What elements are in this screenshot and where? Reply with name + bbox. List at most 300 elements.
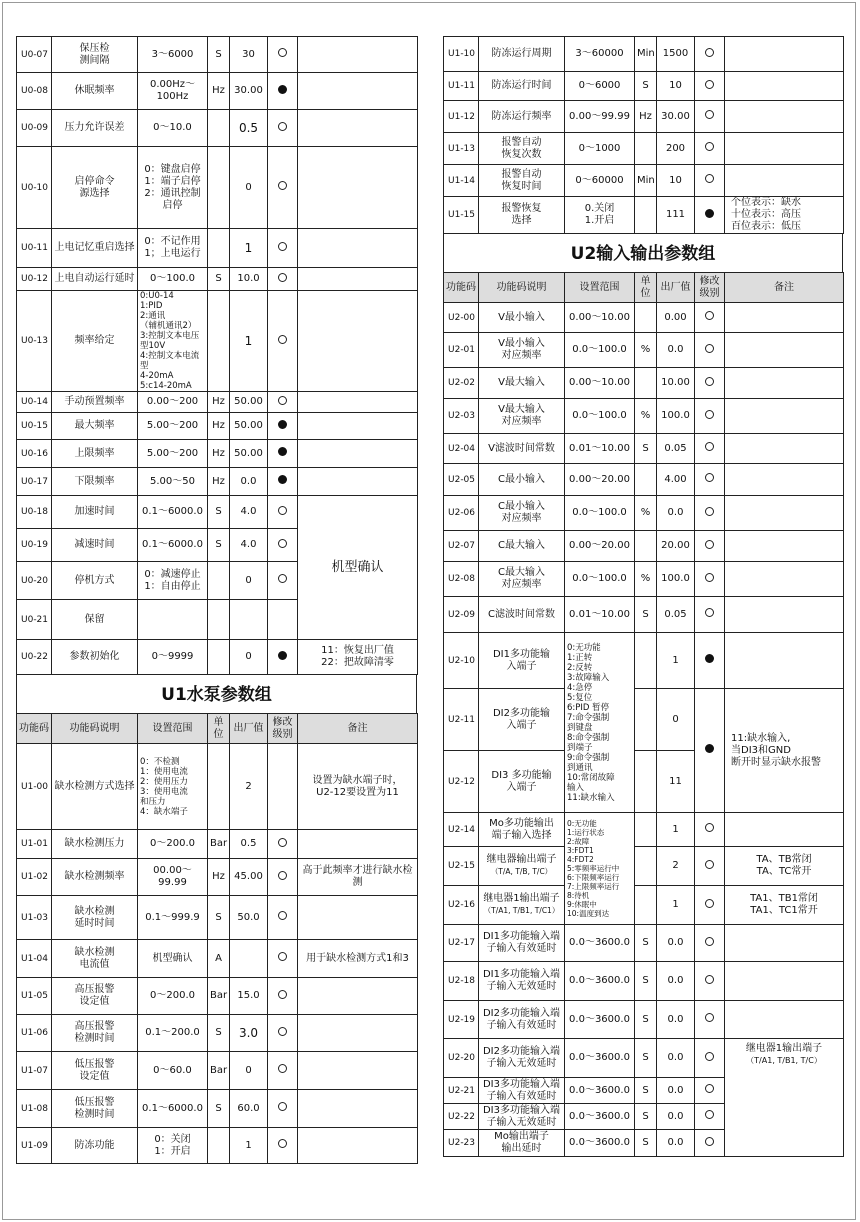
- cell: 0.05: [657, 434, 695, 464]
- filled-dot-icon: [705, 209, 714, 218]
- cell: 0.00: [657, 303, 695, 333]
- header-range: 设置范围: [138, 714, 208, 744]
- cell: DI3多功能输入端 子输入无效延时: [479, 1104, 565, 1130]
- cell: 1: [657, 633, 695, 689]
- cell: 50.00: [230, 392, 268, 413]
- cell: U2-22: [444, 1104, 479, 1130]
- circle-icon: [705, 344, 714, 353]
- cell: 设置为缺水端子时， U2-12要设置为11: [298, 744, 418, 830]
- header-lvl: 修改 级别: [695, 273, 725, 303]
- cell: 0.0: [230, 468, 268, 496]
- cell: Hz: [208, 859, 230, 896]
- note-cell: [725, 962, 844, 1001]
- circle-icon: [278, 574, 287, 583]
- circle-icon: [278, 506, 287, 515]
- cell: [635, 464, 657, 496]
- level-cell: [268, 744, 298, 830]
- note-cell: [725, 597, 844, 633]
- cell: 0～60000: [565, 165, 635, 197]
- cell: U1-10: [444, 37, 479, 72]
- circle-icon: [705, 1013, 714, 1022]
- filled-dot-icon: [705, 744, 714, 753]
- cell: [635, 751, 657, 813]
- cell: 0.00～200: [138, 392, 208, 413]
- u1b-table: [443, 36, 844, 234]
- cell: U0-12: [17, 268, 52, 291]
- table-row: [444, 101, 844, 133]
- cell: U2-15: [444, 847, 479, 886]
- table-row: [17, 978, 418, 1015]
- cell: 0.1～6000.0: [138, 529, 208, 562]
- cell: 50.00: [230, 440, 268, 468]
- cell: 0.0～3600.0: [565, 962, 635, 1001]
- table-row: [17, 744, 418, 830]
- cell: 0～9999: [138, 640, 208, 675]
- cell: 0.0: [657, 1130, 695, 1157]
- cell: [230, 940, 268, 978]
- cell: U1-05: [17, 978, 52, 1015]
- cell: U0-10: [17, 147, 52, 229]
- cell: 111: [657, 197, 695, 234]
- circle-icon: [705, 311, 714, 320]
- cell: [725, 101, 844, 133]
- cell: [725, 133, 844, 165]
- cell: 报警自动 恢复次数: [479, 133, 565, 165]
- cell: 高压报警 检测时间: [52, 1015, 138, 1052]
- cell: 停机方式: [52, 562, 138, 600]
- cell: 0.0～100.0: [565, 399, 635, 434]
- level-cell: [695, 962, 725, 1001]
- cell: U0-11: [17, 229, 52, 268]
- level-cell: [268, 110, 298, 147]
- cell: %: [635, 399, 657, 434]
- cell: U0-21: [17, 600, 52, 640]
- level-cell: [695, 368, 725, 399]
- cell: S: [635, 1130, 657, 1157]
- circle-icon: [278, 273, 287, 282]
- note-cell: [725, 333, 844, 368]
- cell: S: [208, 1015, 230, 1052]
- cell: U2-20: [444, 1039, 479, 1078]
- cell: U0-18: [17, 496, 52, 529]
- level-cell: [268, 1052, 298, 1090]
- table-row: [444, 689, 844, 751]
- table-row: [444, 531, 844, 562]
- cell: S: [208, 529, 230, 562]
- note-cell: [725, 1001, 844, 1039]
- cell: 0.0: [657, 1104, 695, 1130]
- cell: 3～6000: [138, 37, 208, 73]
- level-cell: [268, 562, 298, 600]
- cell: Hz: [208, 73, 230, 110]
- table-row: [17, 1052, 418, 1090]
- cell: 50.00: [230, 413, 268, 440]
- di-note: 11:缺水输入, 当DI3和GND 断开时显示缺水报警: [725, 689, 844, 813]
- cell: U2-11: [444, 689, 479, 751]
- cell: U0-08: [17, 73, 52, 110]
- tail-note-sub: （T/A1, T/B1, T/C）: [746, 1056, 822, 1065]
- note-cell: [298, 110, 418, 147]
- cell: V最大输入: [479, 368, 565, 399]
- cell: [298, 1090, 418, 1128]
- level-cell: [268, 859, 298, 896]
- cell: 防冻运行频率: [479, 101, 565, 133]
- cell: U1-13: [444, 133, 479, 165]
- cell: [725, 37, 844, 72]
- level-cell: [695, 1078, 725, 1104]
- cell: 启停命令 源选择: [52, 147, 138, 229]
- cell: 休眠频率: [52, 73, 138, 110]
- cell: Mo多功能输出 端子输入选择: [479, 813, 565, 847]
- header-def: 出厂值: [230, 714, 268, 744]
- cell: U1-14: [444, 165, 479, 197]
- cell: 0.关闭 1.开启: [565, 197, 635, 234]
- cell: 0.0～100.0: [565, 496, 635, 531]
- cell: 0.01～10.00: [565, 434, 635, 464]
- level-cell: [268, 1015, 298, 1052]
- header-desc: 功能码说明: [479, 273, 565, 303]
- circle-icon: [705, 48, 714, 57]
- cell: 0.00～20.00: [565, 531, 635, 562]
- note-cell: [298, 468, 418, 496]
- cell: DI3 多功能输 入端子: [479, 751, 565, 813]
- circle-icon: [705, 975, 714, 984]
- cell: 0：键盘启停 1：端子启停 2：通讯控制 启停: [138, 147, 208, 229]
- cell: 用于缺水检测方式1和3: [298, 940, 418, 978]
- circle-icon: [278, 1064, 287, 1073]
- cell: 200: [657, 133, 695, 165]
- cell: U1-06: [17, 1015, 52, 1052]
- note-cell: [725, 464, 844, 496]
- cell: 高压报警 设定值: [52, 978, 138, 1015]
- level-cell: [695, 37, 725, 72]
- table-row: [444, 197, 844, 234]
- cell: 0～10.0: [138, 110, 208, 147]
- table-row: [17, 229, 418, 268]
- tail-note-label: 继电器1输出端子: [745, 1043, 823, 1054]
- cell: 缺水检测 延时时间: [52, 896, 138, 940]
- circle-icon: [278, 952, 287, 961]
- cell: U2-07: [444, 531, 479, 562]
- level-cell: [268, 468, 298, 496]
- circle-icon: [705, 174, 714, 183]
- cell: Mo输出端子 输出延时: [479, 1130, 565, 1157]
- cell: 报警自动 恢复时间: [479, 165, 565, 197]
- circle-icon: [278, 1027, 287, 1036]
- cell: Bar: [208, 830, 230, 859]
- level-cell: [695, 1130, 725, 1157]
- level-cell: [268, 1090, 298, 1128]
- cell: 压力允许误差: [52, 110, 138, 147]
- filled-dot-icon: [705, 654, 714, 663]
- note-cell: [725, 399, 844, 434]
- table-row: [17, 1090, 418, 1128]
- u1-title: U1水泵参数组: [16, 675, 417, 713]
- circle-icon: [278, 539, 287, 548]
- cell: Hz: [208, 392, 230, 413]
- cell: [208, 562, 230, 600]
- cell: 1: [230, 229, 268, 268]
- cell: 0.01～10.00: [565, 597, 635, 633]
- cell: 100.0: [657, 562, 695, 597]
- cell: DI2多功能输入端 子输入有效延时: [479, 1001, 565, 1039]
- circle-icon: [278, 871, 287, 880]
- cell: [635, 689, 657, 751]
- cell: 保留: [52, 600, 138, 640]
- cell: S: [208, 896, 230, 940]
- cell: 0:U0-14 1:PID 2:通讯 （辅机通讯2） 3:控制文本电压型10V 4:控制文本电流型 4-20mA 5:c14-20mA: [138, 291, 208, 392]
- note-cell: [298, 440, 418, 468]
- cell: [298, 1128, 418, 1164]
- circle-icon: [705, 823, 714, 832]
- cell: Min: [635, 37, 657, 72]
- cell: 4.00: [657, 464, 695, 496]
- level-cell: [268, 392, 298, 413]
- table-row: [444, 562, 844, 597]
- cell: S: [635, 925, 657, 962]
- cell: V最小输入 对应频率: [479, 333, 565, 368]
- cell: U0-17: [17, 468, 52, 496]
- circle-icon: [278, 396, 287, 405]
- table-row: [444, 962, 844, 1001]
- level-cell: [268, 229, 298, 268]
- table-row: [444, 333, 844, 368]
- table-row: [444, 496, 844, 531]
- circle-icon: [278, 48, 287, 57]
- cell: 0.1～6000.0: [138, 1090, 208, 1128]
- cell: 0～60.0: [138, 1052, 208, 1090]
- level-cell: [695, 303, 725, 333]
- cell: 45.00: [230, 859, 268, 896]
- cell: [208, 744, 230, 830]
- cell: 30: [230, 37, 268, 73]
- di-range: 0:无功能 1:正转 2:反转 3:故障输入 4:急停 5:复位 6:PID 暂停 7:命令强制 到键盘 8:命令强制 到端子 9:命令强制 到通讯 10:常闭故障 输入 11:缺水输入: [565, 633, 635, 813]
- table-row: [17, 73, 418, 110]
- cell: S: [635, 434, 657, 464]
- cell: TA、TB常闭 TA、TC常开: [725, 847, 844, 886]
- level-cell: [268, 496, 298, 529]
- cell: 0.00～99.99: [565, 101, 635, 133]
- level-cell: [268, 940, 298, 978]
- cell: U0-20: [17, 562, 52, 600]
- cell: 低压报警 检测时间: [52, 1090, 138, 1128]
- note-cell: [298, 392, 418, 413]
- cell: Hz: [635, 101, 657, 133]
- cell: 30.00: [230, 73, 268, 110]
- cell: 3.0: [230, 1015, 268, 1052]
- table-row: [444, 1001, 844, 1039]
- level-cell: [268, 73, 298, 110]
- cell: 0: [230, 147, 268, 229]
- table-row: [444, 37, 844, 72]
- cell: [635, 847, 657, 886]
- cell: U1-11: [444, 72, 479, 101]
- cell: [298, 1015, 418, 1052]
- table-row: [444, 165, 844, 197]
- cell: S: [208, 37, 230, 73]
- cell: C最小输入: [479, 464, 565, 496]
- circle-icon: [705, 1137, 714, 1146]
- cell: S: [208, 496, 230, 529]
- u1-table: [16, 713, 418, 1164]
- cell: U2-14: [444, 813, 479, 847]
- cell: U2-04: [444, 434, 479, 464]
- cell: DI1多功能输入端 子输入有效延时: [479, 925, 565, 962]
- circle-icon: [705, 573, 714, 582]
- table-row: [17, 859, 418, 896]
- cell: Bar: [208, 1052, 230, 1090]
- cell: 0.0～3600.0: [565, 1130, 635, 1157]
- circle-icon: [278, 990, 287, 999]
- table-row: [17, 147, 418, 229]
- table-row: [17, 496, 418, 529]
- cell: [298, 896, 418, 940]
- cell: U1-00: [17, 744, 52, 830]
- cell: 30.00: [657, 101, 695, 133]
- cell: 0：关闭 1：开启: [138, 1128, 208, 1164]
- cell: 频率给定: [52, 291, 138, 392]
- cell: DI1多功能输入端 子输入无效延时: [479, 962, 565, 1001]
- cell: 0.0: [657, 1039, 695, 1078]
- cell: S: [635, 597, 657, 633]
- cell: 0.5: [230, 110, 268, 147]
- cell: 0.0: [657, 925, 695, 962]
- relay-desc: [479, 847, 565, 886]
- cell: [635, 886, 657, 925]
- level-cell: [268, 830, 298, 859]
- level-cell: [695, 847, 725, 886]
- cell: 0.5: [230, 830, 268, 859]
- filled-dot-icon: [278, 85, 287, 94]
- cell: 0: [230, 1052, 268, 1090]
- table-row: [17, 1015, 418, 1052]
- level-cell: [695, 689, 725, 813]
- table-row: [444, 464, 844, 496]
- cell: DI3多功能输入端 子输入有效延时: [479, 1078, 565, 1104]
- level-cell: [268, 600, 298, 640]
- circle-icon: [705, 473, 714, 482]
- level-cell: [695, 399, 725, 434]
- level-cell: [695, 165, 725, 197]
- cell: 防冻运行周期: [479, 37, 565, 72]
- note-cell: [725, 925, 844, 962]
- cell: [298, 830, 418, 859]
- cell: 0.0: [657, 496, 695, 531]
- header-note: 备注: [298, 714, 418, 744]
- circle-icon: [705, 540, 714, 549]
- circle-icon: [278, 1139, 287, 1148]
- cell: S: [635, 1104, 657, 1130]
- level-cell: [695, 531, 725, 562]
- cell: U1-08: [17, 1090, 52, 1128]
- cell: 100.0: [657, 399, 695, 434]
- note-cell: [725, 434, 844, 464]
- level-cell: [695, 197, 725, 234]
- cell: 参数初始化: [52, 640, 138, 675]
- circle-icon: [705, 110, 714, 119]
- header-range: 设置范围: [565, 273, 635, 303]
- circle-icon: [705, 860, 714, 869]
- cell: 防冻运行时间: [479, 72, 565, 101]
- cell: 最大频率: [52, 413, 138, 440]
- cell: 3～60000: [565, 37, 635, 72]
- cell: 0.0～3600.0: [565, 925, 635, 962]
- note-cell: [298, 229, 418, 268]
- level-cell: [695, 1104, 725, 1130]
- cell: 0～200.0: [138, 830, 208, 859]
- cell: U2-12: [444, 751, 479, 813]
- cell: U0-14: [17, 392, 52, 413]
- cell: 11: [657, 751, 695, 813]
- cell: U2-06: [444, 496, 479, 531]
- cell: 减速时间: [52, 529, 138, 562]
- cell: 0.0～3600.0: [565, 1104, 635, 1130]
- cell: 0～6000: [565, 72, 635, 101]
- cell: U1-02: [17, 859, 52, 896]
- cell: 0.0: [657, 1001, 695, 1039]
- cell: U0-16: [17, 440, 52, 468]
- cell: [298, 1052, 418, 1090]
- out-range: 0:无功能 1:运行状态 2:故障 3:FDT1 4:FDT2 5:零频率运行中 6:下限频率运行 7:上限频率运行 8:待机 9:休眠中 10:温度到达: [565, 813, 635, 925]
- u2-header-row: [444, 273, 844, 303]
- cell: 报警恢复 选择: [479, 197, 565, 234]
- cell: 5.00～50: [138, 468, 208, 496]
- cell: 0.00～10.00: [565, 303, 635, 333]
- cell: 50.0: [230, 896, 268, 940]
- table-row: [17, 440, 418, 468]
- note-cell: [725, 633, 844, 689]
- cell: C最大输入 对应频率: [479, 562, 565, 597]
- table-row: [444, 813, 844, 847]
- cell: 0.0～3600.0: [565, 1001, 635, 1039]
- cell: 低压报警 设定值: [52, 1052, 138, 1090]
- cell: Hz: [208, 468, 230, 496]
- cell: A: [208, 940, 230, 978]
- cell: U2-18: [444, 962, 479, 1001]
- cell: 5.00～200: [138, 440, 208, 468]
- cell: U0-19: [17, 529, 52, 562]
- cell: 10: [657, 165, 695, 197]
- level-cell: [268, 413, 298, 440]
- cell: 0～200.0: [138, 978, 208, 1015]
- cell: 上电记忆重启选择: [52, 229, 138, 268]
- cell: S: [208, 1090, 230, 1128]
- cell: [298, 978, 418, 1015]
- cell: [635, 368, 657, 399]
- cell: DI2多功能输 入端子: [479, 689, 565, 751]
- note-cell: [298, 37, 418, 73]
- cell: S: [635, 1078, 657, 1104]
- cell: 缺水检测频率: [52, 859, 138, 896]
- filled-dot-icon: [278, 420, 287, 429]
- circle-icon: [705, 142, 714, 151]
- note-cell: [298, 291, 418, 392]
- cell: 10: [657, 72, 695, 101]
- cell: [725, 165, 844, 197]
- cell: 0.00Hz～100Hz: [138, 73, 208, 110]
- cell: S: [635, 1039, 657, 1078]
- note-cell: [725, 813, 844, 847]
- table-row: [17, 392, 418, 413]
- right-column: [443, 36, 843, 1157]
- cell: 0～100.0: [138, 268, 208, 291]
- circle-icon: [705, 80, 714, 89]
- table-row: [17, 37, 418, 73]
- cell: U2-09: [444, 597, 479, 633]
- level-cell: [695, 886, 725, 925]
- level-cell: [695, 925, 725, 962]
- table-row: [17, 413, 418, 440]
